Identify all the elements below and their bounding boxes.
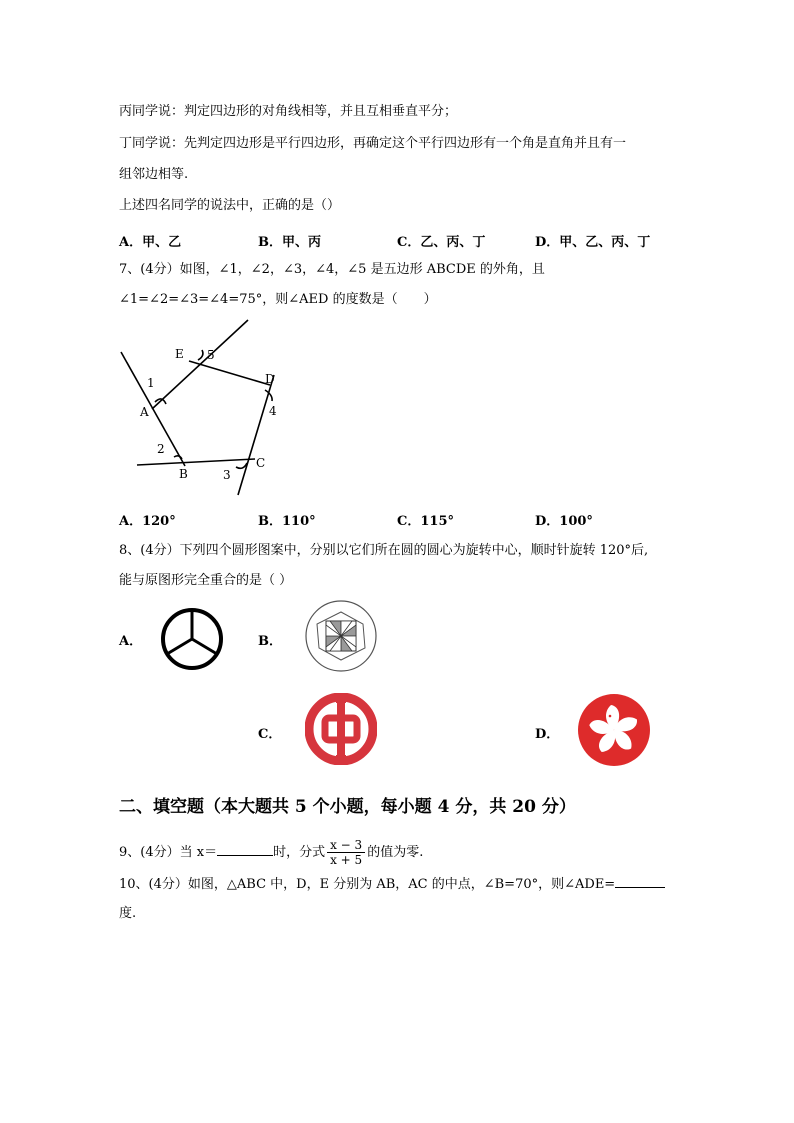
statement-ding-line2: 组邻边相等.: [119, 167, 189, 182]
mercedes-logo-icon[interactable]: [158, 605, 226, 673]
q8-option-a-label[interactable]: A．: [119, 634, 143, 649]
question-9: [119, 838, 423, 868]
q9-fraction: [327, 838, 365, 867]
q6-option-c[interactable]: C．乙、丙、丁: [397, 235, 486, 250]
q7-option-a[interactable]: A．120°: [119, 514, 176, 529]
q6-option-a[interactable]: A．甲、乙: [119, 235, 182, 250]
statement-ding-line1: 丁同学说：先判定四边形是平行四边形，再确定这个平行四边形有一个角是直角并且有一: [119, 136, 627, 151]
question-7-line2: ∠1=∠2=∠3=∠4=75°，则∠AED 的度数是（ ）: [119, 292, 437, 307]
q10-answer-blank[interactable]: [615, 875, 665, 888]
label-e: E: [175, 347, 184, 361]
q6-option-b[interactable]: B．甲、丙: [258, 235, 321, 250]
q6-option-d[interactable]: D．甲、乙、丙、丁: [535, 235, 651, 250]
q7-option-d[interactable]: D．100°: [535, 514, 593, 529]
q10-text: 10、(4分）如图，△ABC 中，D，E 分别为 AB，AC 的中点，∠B=70°，则∠ADE=: [119, 877, 616, 892]
label-5: 5: [207, 348, 215, 362]
label-2: 2: [157, 442, 165, 456]
q8-option-c-label[interactable]: C．: [258, 727, 282, 742]
question-10-line2: 度.: [119, 906, 137, 921]
q9-answer-blank[interactable]: [217, 843, 273, 856]
question-8-line1: 8、(4分）下列四个圆形图案中，分别以它们所在圆的圆心为旋转中心，顺时针旋转 120°后,: [119, 543, 649, 558]
question-6-summary: 上述四名同学的说法中，正确的是（）: [119, 198, 341, 213]
question-10-line1: [119, 875, 665, 893]
label-c: C: [256, 456, 266, 470]
section-2-title: 二、填空题（本大题共 5 个小题，每小题 4 分，共 20 分）: [119, 797, 576, 817]
q9-numerator: x − 3: [327, 838, 365, 853]
question-8-line2: 能与原图形完全重合的是（ ）: [119, 573, 293, 588]
label-1: 1: [147, 376, 155, 390]
bank-of-china-logo-icon[interactable]: [305, 693, 377, 765]
bauhinia-flag-icon[interactable]: [577, 693, 651, 767]
label-4: 4: [269, 404, 277, 418]
q9-prefix: 9、(4分）当 x＝: [119, 845, 218, 860]
label-a: A: [140, 405, 149, 419]
q8-option-b-label[interactable]: B．: [258, 634, 282, 649]
label-3: 3: [223, 468, 231, 482]
statement-bing: 丙同学说：判定四边形的对角线相等，并且互相垂直平分；: [119, 104, 458, 119]
q9-denominator: x + 5: [330, 853, 363, 867]
pinwheel-pattern-icon[interactable]: [304, 599, 378, 673]
pentagon-figure: [110, 315, 310, 500]
question-7-line1: 7、(4分）如图，∠1，∠2，∠3，∠4，∠5 是五边形 ABCDE 的外角，且: [119, 262, 545, 277]
label-d: D: [265, 372, 275, 386]
q9-suffix: 的值为零.: [367, 845, 424, 860]
q9-middle: 时，分式: [273, 845, 326, 860]
label-b: B: [179, 467, 188, 481]
q7-option-b[interactable]: B．110°: [258, 514, 316, 529]
q8-option-d-label[interactable]: D．: [535, 727, 560, 742]
q7-option-c[interactable]: C．115°: [397, 514, 454, 529]
